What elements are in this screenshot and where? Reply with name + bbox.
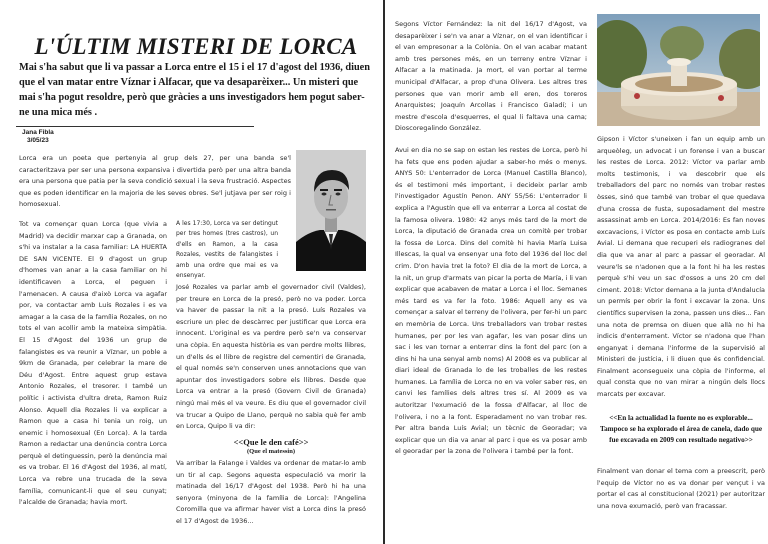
column-b-top: A les 17:30, Lorca va ser detingut per tres homes (tres castros), un d'ells en Ramon, a la casa Rozales, vestits de falangistes i amb una ordre que mai es va ensenyar. [176,220,278,280]
quote-heading-sub: (Que el matessin) [246,448,296,455]
right-page [385,0,768,544]
column-a: Tot va començar quan Lorca (que vivia a Madrid) va decidir marxar cap a Granada, on s'hi va instalar a la casa familiar: LA HUERTA DE SAN VICENTE. El 9 d'agost un grup d'homes van anar a la casa familiar on hi identificaven a Lorca, el peguen i l'amenacen. A causa d'això Lorca va agafar por, va contactar amb Luís Rozales i es va amagar a la casa de la família Rozales, on no tots el van acollir amb la mateixa simpàtia. El 15 d'Agost del 1936 un grup de falangistes es va reunir a Víznar, un poble a 9km de Granada, per celebrar la mare de Déu d'Agost. Entre aquest grup estava Antonio Rozales, el tresorer. I també un polític i activista d'ultra dreta, Ramon Ruiz Alonso. Aquell dia Rozales li va explicar a Ramon que a casa hi tenia un roig, un enemic i homosexual (En Lorca). A la tarda Ramon a redactar una denúncia contra Lorca perquè el detinguessin, però la denúncia mai es va trobar. El 16 d'Agost del 1936, al matí, Lorca va rebre una trucada de la seva família, comunicant-li que el seu cunyat; l'alcalde de Granada; havia mort. [19,220,167,507]
fountain-image [597,14,760,126]
portrait-photo [296,150,366,271]
article-lead: Mai s'ha sabut que li va passar a Lorca entre el 15 i el 17 d'agost del 1936, diuen que el van matar entre Víznar i Alfacar, que va desaparèixer... Un misteri que mai s'ha pogut resoldre, però que gràcies a uns investigadors hem pogut saber-ne una mica més . [19,62,370,118]
author-block [22,129,102,145]
quote-heading-text: <<Que le den café>> [233,437,309,447]
column-b-continued: Va arribar la Falange i Valdes va ordenar de matar-lo amb un tir al cap. Segons aquesta especulació va morir la matinada del 16/17 d'Agost del 1938. Però hi ha una senyora (minyona de la família de Lorca): l'Angelina Coromilla que va afirmar haver vist a Lorca dins la presó el 17 d'Agost de 1936... [176,459,366,525]
column-right-1: Segons Víctor Fernández: la nit del 16/17 d'Agost, va desaparèixer i se'n va anar a Víznar, on el van identificar i el van empresonar a la Colònia. On el van acabar matant amb tres persones més, en un terreny entre Víznar i Alfacar a la matinada. Ja mort, el van portar al terme municipal d'Alfacar, a prop d'una Olivera. Les altres tres persones que van morir amb ell eren, dos toreros Anarquistes; Joaquín Arcollas i Francisco Galadí; i un mestre d'escola d'esquerres, el qual li faltava una cama; Dioscoregalindo González. [395,20,587,133]
quote-heading [176,437,366,456]
column-right-2-continued: Finalment van donar el tema com a preescrit, però l'equip de Víctor no es va donar per vençut i va portar el cas al constitucional (2021) per autoritzar una nova exumació, però van fracassar. [597,467,765,510]
article-title: L'ÚLTIM MISTERI DE LORCA [34,34,358,59]
column-right-1b: Avui en dia no se sap on estan les restes de Lorca, però hi ha fets que ens poden ajudar a saber-ho més o menys. ANYS 50: L'enterrador de Lorca (Manuel Castilla Blanco), és el testimoni més important, i decideix parlar amb l'investigador Agustín Penon. ANY 55/56: L'enterrador li explica a l'Agustín que ell va enterrar a Lorca al costat de la famosa olivera. 1980: 42 anys més tard de la mort de Lorca, la diputació de Granada crea un comitè per trobar la fossa de Lorca. Dins del comitè hi havia María Luisa Illescas, la qual va ensenyar una foto del 1936 del lloc del crim. D'on havia tret la foto? El dia de la mort de Lorca, a la nit, un grup d'armats van picar la porta de María, i li van explicar que acabaven de matar a Lorca i el lloc. Semanes més tard es va fer la foto. 1986: Aquell any es va començar a salvar el terreny de l'olivera, per fer-hi un parc en memòria de Lorca. Uns treballadors van trobar restes humanes, per por les van agafar, les van posar dins un sac i les van tornar a enterrar dins la font del parc (on a dins hi ha una senyal amb noms) Al 2008 es va publicar al diari ideal de Granada lo de les troballes de les restes humanes. La família de Lorca no en va voler saber res, en canvi les famílies dels altres tres sí. Al 2009 es va autoritzar l'exumació de la fossa d'Alfacar, al lloc de l'olivera, i no a la font. Esperadament no van trobar res. Per altra banda Luís Avial; un tècnic de Georadar; va explicar que un dia va anar al parc i que es va posar amb el georadar per la zona de l'olivera i també per la font. [395,146,587,456]
author-rule [16,126,254,127]
fountain-photo [597,14,760,126]
left-page [0,0,383,544]
intro-paragraph: Lorca era un poeta que pertenyia al grup dels 27, per una banda se'l caracteritzava per ser una persona expansiva i divertida però per una altra banda era una persona que patia per la seva condició sexual i la seva frustració. Aspectes que es poden identificar en la majoria de les seves obres. Se'l jutjava per ser roig i homosexual. [19,154,291,209]
callout-quote: <<En la actualidad la fuente no es explorable... Tampoco se ha explorado el área de canela, dado que fue excavada en 2009 con resultado negativo>> [599,414,763,444]
column-b: José Rozales va parlar amb el governador civil (Valdes), per treure en Lorca de la presó, però no va poder. Lorca va haver de passar la nit a la presó. Luís Rozales va escriure un plec de descàrrec per justificar que Lorca era innocent. L'original es va perdre però se'n va conservar una còpia. En aquesta història es van perdre molts llibres, un d'ells és el llibre de registre del cementiri de Granada, el qual només se'n conserven unes annotacions que van apuntar dos investigadors sobre els llibres. Desde que Lorca va entrar a la presó (Govern Civil de Granada) ningú mai més el va veure. Es diu que el governador civil va trucar a Quipo de Llano, perquè no sabia què fer amb en Lorca, Quipo li va dir: [176,283,366,431]
author-name: Jana Fibla [22,129,54,136]
portrait-image [296,150,366,271]
column-right-2: Gipson i Víctor s'uneixen i fan un equip amb un arqueòleg, un advocat i un forense i van a buscar les restes de Lorca. 2012: Víctor va parlar amb molts testimonis, i va descobrir que els treballadors del parc no només van trobar restes òsses, sinó que també van trobar el que quedava d'una crossa de fusta, suposadament del mestre assassinat amb en Lorca. 2014/2016: Es fan noves excavacions, i Víctor es posa en contacte amb Luís Avial. Li demana que recuperi els radiogranes del dia que va anar al parc a passar el georadar. Al veure'ls se n'adonen que a la font hi ha les restes perquè s'hi veu un sac d'ossos a uns 20 cm del ciment. 2018: Víctor demana a la junta d'Andalucía un permís per obrir la font i excavar la zona. Uns científics supervisen la zona, passen uns dies... Fan una nota de premsa on diuen que allà no hi ha indicis d'enterrament. Víctor se n'adona que l'han enganyat i demana l'informe de la supervisió al Ministeri de justícia, i li diuen que és confidencial. Finalment aconsegueix una còpia de l'informe, el qual consta que no van mirar a ningún dels llocs marcats per excavar. [597,135,765,399]
author-date: 3/05/23 [27,137,49,144]
